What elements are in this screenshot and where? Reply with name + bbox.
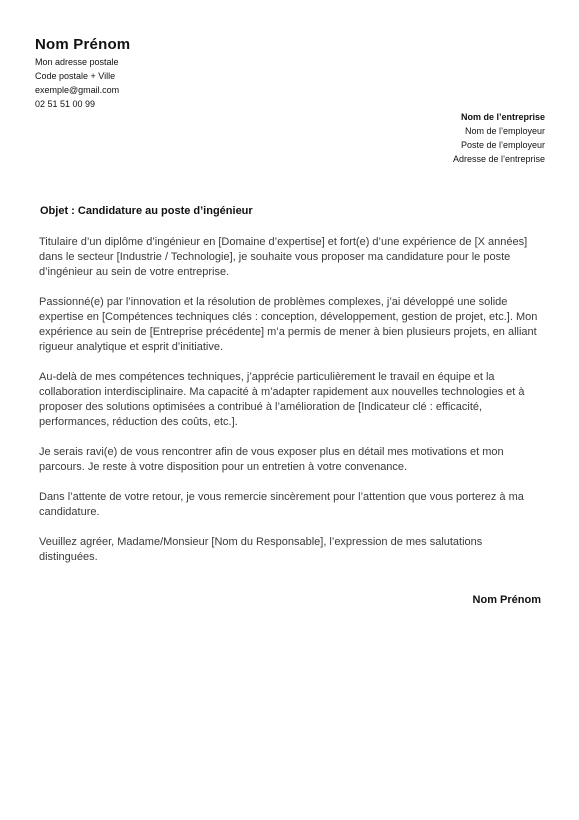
- recipient-employer-name: Nom de l’employeur: [464, 126, 545, 136]
- recipient-company: Nom de l’entreprise: [460, 112, 545, 122]
- paragraph-teamwork: Au-delà de mes compétences techniques, j’apprécie particulièrement le travail en équipe et la collaboration interdisciplinaire. Ma capacité à m’adapter rapidement aux nouvelles technologies et à proposer des solutions optimisées a contribué à l’amélioration de [Indicateur clé : efficacité, performances, réduction des coûts, etc.].: [39, 371, 525, 428]
- letter-body: [39, 235, 544, 580]
- paragraph-salutation: Veuillez agréer, Madame/Monsieur [Nom du Responsable], l’expression de mes salutations distinguées.: [39, 536, 483, 563]
- sender-address: Mon adresse postale: [35, 57, 119, 67]
- sender-email: exemple@gmail.com: [35, 85, 120, 95]
- letter-subject: Objet : Candidature au poste d’ingénieur: [40, 205, 253, 217]
- recipient-employer-position: Poste de l’employeur: [460, 140, 545, 150]
- sender-phone: 02 51 51 00 99: [35, 99, 96, 109]
- sender-block: [35, 36, 130, 111]
- signature: Nom Prénom: [472, 594, 541, 606]
- paragraph-intro: Titulaire d’un diplôme d’ingénieur en [Domaine d’expertise] et fort(e) d’une expérience de [X années] dans le secteur [Industrie / Technologie], je souhaite vous proposer ma candidature pour le poste d’ingénieur au sein de votre entreprise.: [39, 236, 528, 278]
- recipient-company-address: Adresse de l’entreprise: [452, 154, 545, 164]
- sender-postal-city: Code postale + Ville: [35, 71, 116, 81]
- sender-name: Nom Prénom: [35, 36, 131, 53]
- recipient-block: [453, 110, 545, 166]
- paragraph-closing: Dans l’attente de votre retour, je vous remercie sincèrement pour l’attention que vous porterez à ma candidature.: [39, 491, 524, 518]
- paragraph-expertise: Passionné(e) par l’innovation et la résolution de problèmes complexes, j’ai développé une solide expertise en [Compétences techniques clés : conception, développement, gestion de projet, etc.]. Mon expérience au sein de [Entreprise précédente] m’a permis de mener à bien plusieurs projets, en alliant rigueur analytique et esprit d’initiative.: [39, 296, 538, 353]
- paragraph-meeting: Je serais ravi(e) de vous rencontrer afin de vous exposer plus en détail mes motivations et mon parcours. Je reste à votre disposition pour un entretien à votre convenance.: [39, 446, 504, 473]
